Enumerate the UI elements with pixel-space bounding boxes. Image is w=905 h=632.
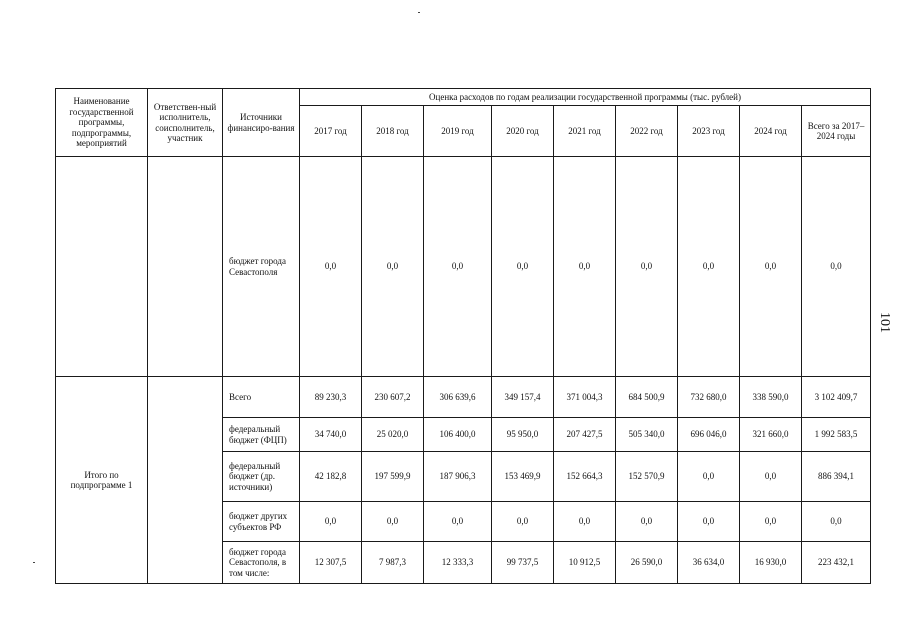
group-responsible-cell [148, 377, 223, 584]
source-cell: федеральный бюджет (ФЦП) [223, 418, 300, 452]
header-year: 2021 год [554, 106, 616, 157]
header-responsible: Ответствен-ный исполнитель, соисполнитель, участник [148, 89, 223, 157]
value-cell: 230 607,2 [362, 377, 424, 418]
value-cell: 0,0 [300, 502, 362, 542]
value-cell: 3 102 409,7 [802, 377, 871, 418]
value-cell: 0,0 [616, 157, 678, 377]
name-cell [56, 157, 148, 377]
value-cell: 0,0 [802, 157, 871, 377]
value-cell: 0,0 [740, 157, 802, 377]
responsible-cell [148, 157, 223, 377]
value-cell: 106 400,0 [424, 418, 492, 452]
value-cell: 12 333,3 [424, 542, 492, 584]
header-total: Всего за 2017–2024 годы [802, 106, 871, 157]
source-cell: федеральный бюджет (др. источники) [223, 452, 300, 502]
header-row-1 [56, 89, 871, 106]
value-cell: 152 570,9 [616, 452, 678, 502]
table-row [56, 157, 871, 377]
value-cell: 0,0 [802, 502, 871, 542]
value-cell: 42 182,8 [300, 452, 362, 502]
value-cell: 371 004,3 [554, 377, 616, 418]
header-name: Наименование государственной программы, подпрограммы, мероприятий [56, 89, 148, 157]
header-year: 2023 год [678, 106, 740, 157]
value-cell: 0,0 [678, 502, 740, 542]
value-cell: 0,0 [362, 157, 424, 377]
value-cell: 0,0 [492, 157, 554, 377]
header-year: 2020 год [492, 106, 554, 157]
value-cell: 187 906,3 [424, 452, 492, 502]
scan-speck [418, 12, 420, 13]
value-cell: 732 680,0 [678, 377, 740, 418]
value-cell: 89 230,3 [300, 377, 362, 418]
value-cell: 0,0 [554, 502, 616, 542]
value-cell: 26 590,0 [616, 542, 678, 584]
value-cell: 16 930,0 [740, 542, 802, 584]
header-year: 2022 год [616, 106, 678, 157]
value-cell: 1 992 583,5 [802, 418, 871, 452]
group-name-cell: Итого по подпрограмме 1 [56, 377, 148, 584]
scan-speck [33, 562, 35, 563]
value-cell: 223 432,1 [802, 542, 871, 584]
value-cell: 0,0 [678, 452, 740, 502]
value-cell: 197 599,9 [362, 452, 424, 502]
value-cell: 36 634,0 [678, 542, 740, 584]
header-year: 2017 год [300, 106, 362, 157]
value-cell: 0,0 [616, 502, 678, 542]
value-cell: 7 987,3 [362, 542, 424, 584]
value-cell: 321 660,0 [740, 418, 802, 452]
source-cell: бюджет города Севастополя, в том числе: [223, 542, 300, 584]
header-year: 2019 год [424, 106, 492, 157]
value-cell: 95 950,0 [492, 418, 554, 452]
value-cell: 886 394,1 [802, 452, 871, 502]
value-cell: 153 469,9 [492, 452, 554, 502]
value-cell: 0,0 [492, 502, 554, 542]
value-cell: 12 307,5 [300, 542, 362, 584]
value-cell: 0,0 [554, 157, 616, 377]
budget-table [55, 88, 871, 584]
value-cell: 696 046,0 [678, 418, 740, 452]
value-cell: 684 500,9 [616, 377, 678, 418]
value-cell: 0,0 [678, 157, 740, 377]
header-estimate: Оценка расходов по годам реализации государственной программы (тыс. рублей) [300, 89, 871, 106]
value-cell: 0,0 [740, 502, 802, 542]
value-cell: 152 664,3 [554, 452, 616, 502]
value-cell: 349 157,4 [492, 377, 554, 418]
table-row [56, 377, 871, 418]
page-number: 101 [877, 312, 892, 333]
value-cell: 0,0 [740, 452, 802, 502]
value-cell: 0,0 [300, 157, 362, 377]
header-year: 2018 год [362, 106, 424, 157]
header-source: Источники финансиро-вания [223, 89, 300, 157]
value-cell: 338 590,0 [740, 377, 802, 418]
value-cell: 0,0 [424, 157, 492, 377]
source-cell: бюджет других субъектов РФ [223, 502, 300, 542]
value-cell: 10 912,5 [554, 542, 616, 584]
value-cell: 207 427,5 [554, 418, 616, 452]
value-cell: 25 020,0 [362, 418, 424, 452]
source-cell: бюджет города Севастополя [223, 157, 300, 377]
value-cell: 0,0 [362, 502, 424, 542]
header-year: 2024 год [740, 106, 802, 157]
value-cell: 34 740,0 [300, 418, 362, 452]
value-cell: 0,0 [424, 502, 492, 542]
value-cell: 99 737,5 [492, 542, 554, 584]
value-cell: 306 639,6 [424, 377, 492, 418]
value-cell: 505 340,0 [616, 418, 678, 452]
source-cell: Всего [223, 377, 300, 418]
